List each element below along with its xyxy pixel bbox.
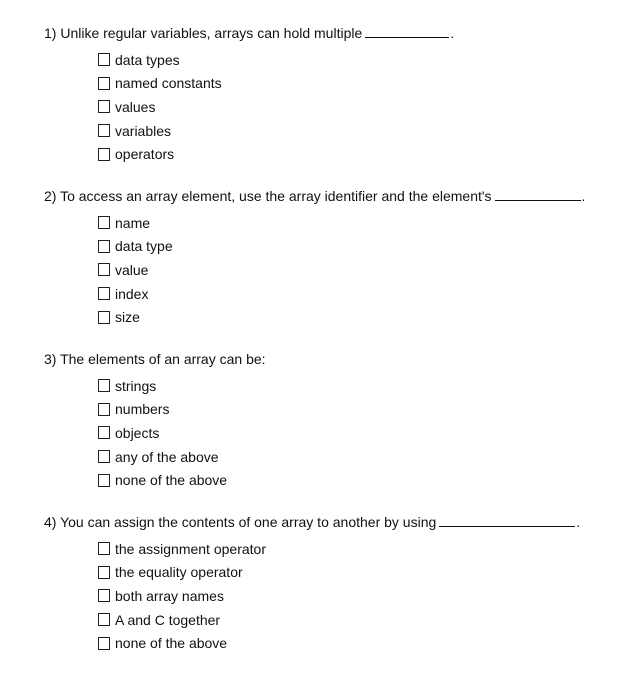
option-item[interactable] bbox=[98, 305, 624, 329]
checkbox-icon[interactable] bbox=[98, 263, 110, 276]
question-3-options bbox=[98, 374, 624, 492]
checkbox-icon[interactable] bbox=[98, 613, 110, 626]
option-item[interactable] bbox=[98, 398, 624, 422]
question-2-text: 2) To access an array element, use the array identifier and the element's bbox=[44, 188, 492, 204]
question-1 bbox=[44, 25, 624, 166]
checkbox-icon[interactable] bbox=[98, 100, 110, 113]
answer-blank bbox=[365, 25, 449, 38]
option-label: numbers bbox=[115, 401, 170, 418]
checkbox-icon[interactable] bbox=[98, 124, 110, 137]
option-label: data types bbox=[115, 51, 180, 68]
option-item[interactable] bbox=[98, 421, 624, 445]
option-item[interactable] bbox=[98, 537, 624, 561]
option-item[interactable] bbox=[98, 211, 624, 235]
option-item[interactable] bbox=[98, 142, 624, 166]
checkbox-icon[interactable] bbox=[98, 637, 110, 650]
checkbox-icon[interactable] bbox=[98, 53, 110, 66]
option-label: variables bbox=[115, 122, 172, 139]
option-item[interactable] bbox=[98, 72, 624, 96]
checkbox-icon[interactable] bbox=[98, 589, 110, 602]
option-item[interactable] bbox=[98, 584, 624, 608]
question-1-options bbox=[98, 48, 624, 166]
option-label: the equality operator bbox=[115, 564, 243, 581]
checkbox-icon[interactable] bbox=[98, 216, 110, 229]
checkbox-icon[interactable] bbox=[98, 148, 110, 161]
option-label: size bbox=[115, 309, 140, 326]
question-1-prompt bbox=[44, 25, 624, 42]
option-item[interactable] bbox=[98, 235, 624, 259]
option-label: any of the above bbox=[115, 448, 219, 465]
answer-blank bbox=[495, 188, 581, 201]
question-2-suffix: . bbox=[581, 188, 586, 204]
option-label: name bbox=[115, 214, 151, 231]
checkbox-icon[interactable] bbox=[98, 426, 110, 439]
option-label: the assignment operator bbox=[115, 540, 266, 557]
option-label: values bbox=[115, 98, 156, 115]
option-label: data type bbox=[115, 238, 173, 255]
question-4-suffix: . bbox=[576, 514, 581, 530]
option-label: none of the above bbox=[115, 472, 228, 489]
option-item[interactable] bbox=[98, 258, 624, 282]
option-label: both array names bbox=[115, 587, 224, 604]
option-item[interactable] bbox=[98, 95, 624, 119]
option-item[interactable] bbox=[98, 119, 624, 143]
checkbox-icon[interactable] bbox=[98, 566, 110, 579]
option-item[interactable] bbox=[98, 48, 624, 72]
question-3-prompt bbox=[44, 351, 624, 368]
checkbox-icon[interactable] bbox=[98, 287, 110, 300]
option-item[interactable] bbox=[98, 282, 624, 306]
option-label: index bbox=[115, 285, 149, 302]
checkbox-icon[interactable] bbox=[98, 311, 110, 324]
checkbox-icon[interactable] bbox=[98, 474, 110, 487]
question-4-options bbox=[98, 537, 624, 655]
question-1-suffix: . bbox=[450, 25, 455, 41]
question-3-text: 3) The elements of an array can be: bbox=[44, 351, 266, 367]
question-2 bbox=[44, 188, 624, 329]
question-4 bbox=[44, 514, 624, 655]
option-label: operators bbox=[115, 146, 175, 163]
option-label: named constants bbox=[115, 75, 222, 92]
checkbox-icon[interactable] bbox=[98, 77, 110, 90]
checkbox-icon[interactable] bbox=[98, 542, 110, 555]
question-4-text: 4) You can assign the contents of one array to another by using bbox=[44, 514, 437, 530]
option-label: value bbox=[115, 261, 149, 278]
answer-blank bbox=[439, 514, 575, 527]
option-item[interactable] bbox=[98, 561, 624, 585]
checkbox-icon[interactable] bbox=[98, 240, 110, 253]
option-label: strings bbox=[115, 377, 157, 394]
option-label: objects bbox=[115, 424, 160, 441]
option-item[interactable] bbox=[98, 468, 624, 492]
question-1-text: 1) Unlike regular variables, arrays can hold multiple bbox=[44, 25, 363, 41]
option-item[interactable] bbox=[98, 608, 624, 632]
checkbox-icon[interactable] bbox=[98, 379, 110, 392]
option-label: A and C together bbox=[115, 611, 221, 628]
question-2-prompt bbox=[44, 188, 624, 205]
checkbox-icon[interactable] bbox=[98, 450, 110, 463]
question-4-prompt bbox=[44, 514, 624, 531]
option-item[interactable] bbox=[98, 374, 624, 398]
option-item[interactable] bbox=[98, 631, 624, 655]
option-item[interactable] bbox=[98, 445, 624, 469]
question-2-options bbox=[98, 211, 624, 329]
option-label: none of the above bbox=[115, 635, 228, 652]
checkbox-icon[interactable] bbox=[98, 403, 110, 416]
question-3 bbox=[44, 351, 624, 492]
